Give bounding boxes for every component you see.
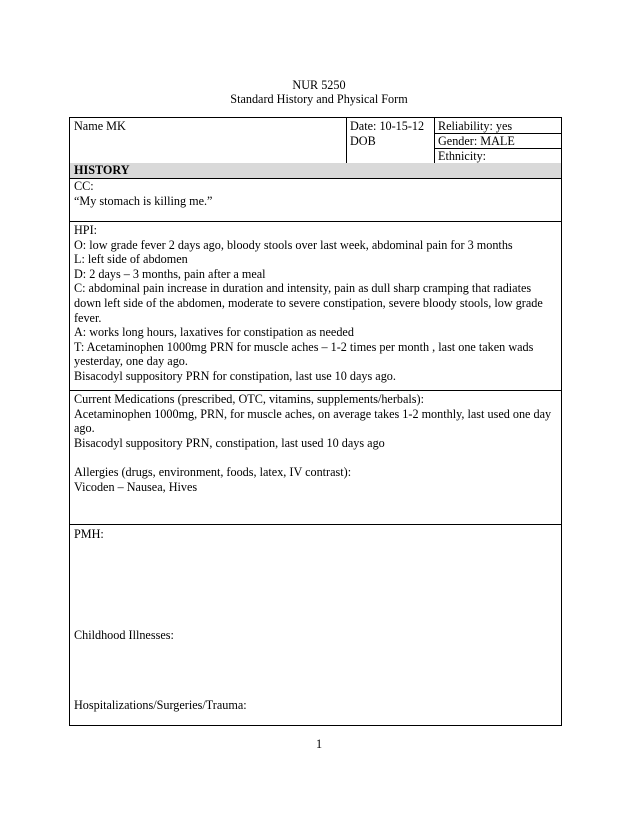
pmh-label: PMH: <box>74 527 104 541</box>
hpi-label: HPI: <box>74 223 98 237</box>
medications-section <box>74 392 558 494</box>
reliability-field: Reliability: yes <box>438 119 513 133</box>
hpi-treatment-2: Bisacodyl suppository PRN for constipation, last use 10 days ago. <box>74 368 396 383</box>
hpi-section <box>74 223 558 384</box>
divider <box>434 118 435 163</box>
medications-label: Current Medications (prescribed, OTC, vitamins, supplements/herbals): <box>74 392 424 406</box>
childhood-illnesses-label: Childhood Illnesses: <box>74 628 174 642</box>
allergies-text: Vicoden – Nausea, Hives <box>74 479 198 494</box>
visit-date: Date: 10-15-12 <box>350 119 425 133</box>
hpi-treatment: T: Acetaminophen 1000mg PRN for muscle aches – 1-2 times per month , last one taken wads yesterday, one day ago. <box>74 339 534 369</box>
course-title: NUR 5250 <box>292 78 346 92</box>
ethnicity-field: Ethnicity: <box>438 149 487 163</box>
cc-text: “My stomach is killing me.” <box>74 193 213 208</box>
allergies-label: Allergies (drugs, environment, foods, latex, IV contrast): <box>74 464 352 479</box>
hpi-aggravating: A: works long hours, laxatives for constipation as needed <box>74 325 354 340</box>
form-title: Standard History and Physical Form <box>230 92 408 106</box>
hpi-character: C: abdominal pain increase in duration and intensity, pain as dull sharp cramping that radiates down left side of the abdomen, moderate to severe constipation, severe bloody stools, low grade fever. <box>74 281 543 325</box>
cc-label: CC: <box>74 179 94 193</box>
patient-name: Name MK <box>74 119 126 133</box>
divider <box>346 118 347 163</box>
history-physical-form <box>69 117 562 726</box>
divider <box>434 148 561 149</box>
hospitalizations-label: Hospitalizations/Surgeries/Trauma: <box>74 698 247 712</box>
medication-item: Bisacodyl suppository PRN, constipation, last used 10 days ago <box>74 435 385 450</box>
divider <box>70 390 561 391</box>
divider <box>70 524 561 525</box>
medication-item: Acetaminophen 1000mg, PRN, for muscle aches, on average takes 1-2 monthly, last used one day ago. <box>74 406 552 436</box>
history-heading: HISTORY <box>74 163 130 177</box>
hpi-duration: D: 2 days – 3 months, pain after a meal <box>74 266 266 281</box>
cc-section <box>74 179 558 208</box>
divider <box>434 133 561 134</box>
gender-field: Gender: MALE <box>438 134 515 148</box>
divider <box>70 221 561 222</box>
dob-field: DOB <box>350 134 376 148</box>
history-header <box>70 163 561 178</box>
hpi-location: L: left side of abdomen <box>74 252 188 267</box>
page-number: 1 <box>315 737 323 751</box>
hpi-onset: O: low grade fever 2 days ago, bloody stools over last week, abdominal pain for 3 months <box>74 237 513 252</box>
